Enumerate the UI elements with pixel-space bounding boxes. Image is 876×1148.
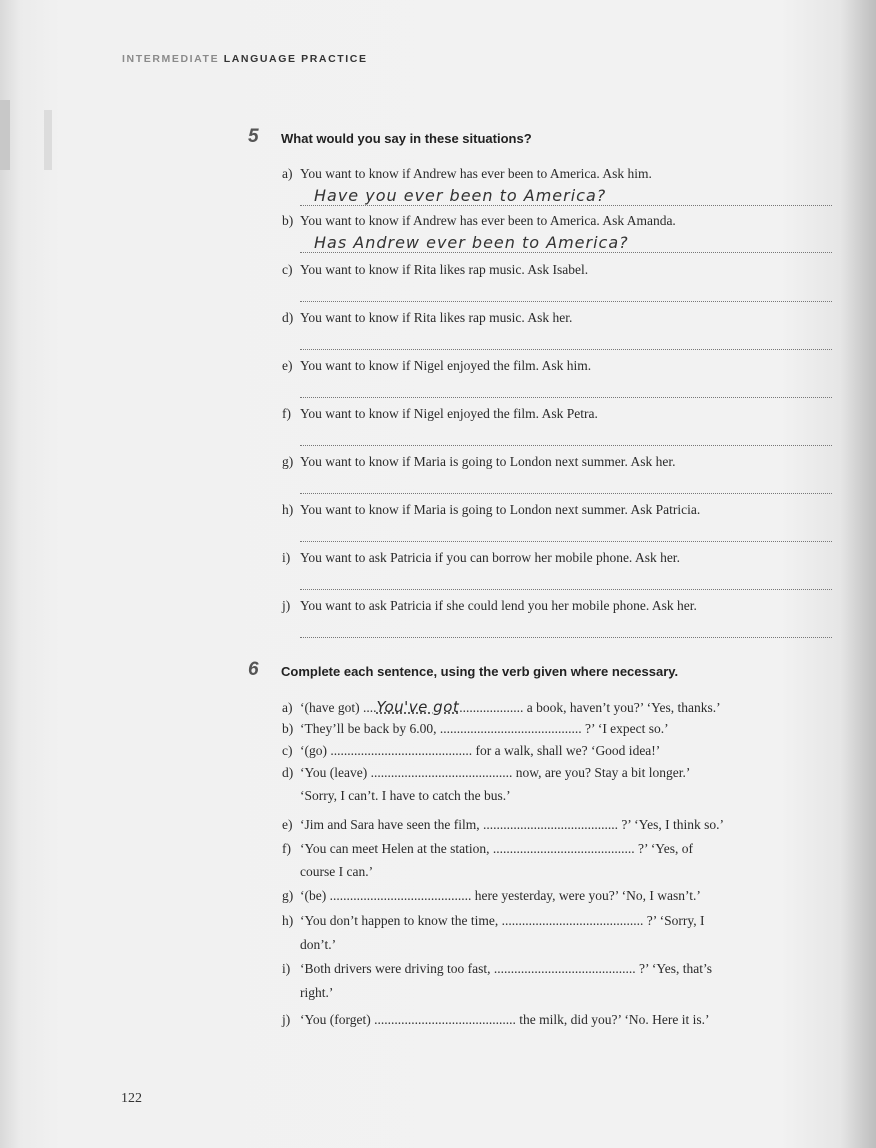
ex6-item-h-continued: don’t.’	[300, 937, 337, 952]
binding-shadow	[0, 100, 10, 170]
ex5-item-h	[282, 501, 700, 519]
item-label: g)	[282, 454, 294, 469]
item-label: g)	[282, 888, 294, 903]
item-text: You want to know if Nigel enjoyed the film. Ask him.	[300, 358, 592, 373]
item-text: You want to know if Nigel enjoyed the film. Ask Petra.	[300, 406, 598, 421]
item-label: i)	[282, 961, 291, 976]
exercise-6-number: 6	[248, 659, 259, 680]
item-text: ‘You don’t happen to know the time, .......................................... ?’ ‘Sorry, I	[300, 913, 705, 928]
answer-line[interactable]	[300, 283, 832, 302]
ex5-item-g	[282, 453, 676, 471]
answer-line[interactable]	[300, 427, 832, 446]
item-text: You want to know if Andrew has ever been to America. Ask Amanda.	[300, 213, 676, 228]
item-label: j)	[282, 1012, 291, 1027]
binding-shadow-inner	[44, 110, 52, 170]
item-text: ‘You can meet Helen at the station, .......................................... ?’ ‘Yes, of	[300, 841, 693, 856]
item-text: ‘Jim and Sara have seen the film, ........................................ ?’ ‘Yes, I think so.’	[300, 817, 724, 832]
ex6-item-b	[282, 718, 669, 740]
ex6-item-h	[282, 910, 704, 932]
ex5-item-f	[282, 405, 598, 423]
handwritten-answer: Have you ever been to America?	[314, 186, 607, 205]
item-label: d)	[282, 310, 294, 325]
answer-line[interactable]	[300, 187, 832, 206]
page-number: 122	[121, 1091, 142, 1106]
item-label: b)	[282, 213, 294, 228]
running-header	[122, 53, 368, 65]
handwritten-answer: You've got	[376, 698, 460, 716]
item-text-post: ................... a book, haven’t you?’ ‘Yes, thanks.’	[459, 700, 721, 715]
item-text: You want to know if Maria is going to London next summer. Ask her.	[300, 454, 676, 469]
answer-line[interactable]	[300, 475, 832, 494]
item-label: c)	[282, 262, 293, 277]
item-text: You want to ask Patricia if she could lend you her mobile phone. Ask her.	[300, 598, 697, 613]
answer-line[interactable]	[300, 571, 832, 590]
ex5-item-b	[282, 212, 676, 230]
ex6-item-g	[282, 885, 701, 907]
answer-line[interactable]	[300, 234, 832, 253]
ex5-item-e	[282, 357, 591, 375]
answer-line[interactable]	[300, 523, 832, 542]
item-label: e)	[282, 817, 293, 832]
ex6-item-e	[282, 814, 724, 836]
ex6-item-a	[282, 696, 721, 719]
ex6-item-j	[282, 1009, 709, 1031]
item-label: a)	[282, 166, 293, 181]
item-label: i)	[282, 550, 291, 565]
ex6-item-d	[282, 762, 690, 784]
item-label: f)	[282, 406, 291, 421]
item-text: ‘You (leave) .......................................... now, are you? Stay a bit longer.’	[300, 765, 691, 780]
item-label: c)	[282, 743, 293, 758]
answer-line[interactable]	[300, 619, 832, 638]
item-label: b)	[282, 721, 294, 736]
item-text: ‘You (forget) .......................................... the milk, did you?’ ‘No. Here it is.’	[300, 1012, 710, 1027]
ex6-item-i	[282, 958, 712, 980]
item-label: f)	[282, 841, 291, 856]
exercise-6-title: Complete each sentence, using the verb given where necessary.	[281, 664, 679, 679]
ex6-item-i-continued: right.’	[300, 985, 334, 1000]
item-text: You want to ask Patricia if you can borrow her mobile phone. Ask her.	[300, 550, 680, 565]
ex5-item-i	[282, 549, 680, 567]
ex5-item-d	[282, 309, 572, 327]
item-text: ‘Both drivers were driving too fast, .......................................... ?’ ‘Yes, that’s	[300, 961, 712, 976]
item-text: You want to know if Rita likes rap music. Ask her.	[300, 310, 573, 325]
item-label: d)	[282, 765, 294, 780]
ex5-item-j	[282, 597, 697, 615]
ex6-item-f-continued: course I can.’	[300, 864, 374, 879]
ex5-item-c	[282, 261, 588, 279]
ex6-item-f	[282, 838, 693, 860]
exercise-5-title: What would you say in these situations?	[281, 131, 532, 146]
handwritten-answer: Has Andrew ever been to America?	[314, 233, 629, 252]
item-text-pre: ‘(have got) ....	[300, 700, 377, 715]
item-label: h)	[282, 913, 294, 928]
item-text: ‘(be) .......................................... here yesterday, were you?’ ‘No, I wasn’t.’	[300, 888, 701, 903]
item-text: You want to know if Andrew has ever been to America. Ask him.	[300, 166, 652, 181]
header-title: LANGUAGE PRACTICE	[223, 53, 368, 65]
answer-line[interactable]	[300, 331, 832, 350]
item-label: j)	[282, 598, 291, 613]
exercise-5-number: 5	[248, 126, 259, 147]
item-text: You want to know if Rita likes rap music. Ask Isabel.	[300, 262, 589, 277]
item-text: You want to know if Maria is going to London next summer. Ask Patricia.	[300, 502, 701, 517]
header-series: INTERMEDIATE	[122, 53, 220, 65]
ex6-item-d-continued: ‘Sorry, I can’t. I have to catch the bus.’	[300, 788, 511, 803]
answer-line[interactable]	[300, 379, 832, 398]
ex5-item-a	[282, 165, 652, 183]
item-text: ‘(go) .......................................... for a walk, shall we? ‘Good idea!’	[300, 743, 661, 758]
item-label: e)	[282, 358, 293, 373]
ex6-item-c	[282, 740, 660, 762]
item-text: ‘They’ll be back by 6.00, .......................................... ?’ ‘I expect so.’	[300, 721, 669, 736]
item-label: h)	[282, 502, 294, 517]
item-label: a)	[282, 700, 293, 715]
